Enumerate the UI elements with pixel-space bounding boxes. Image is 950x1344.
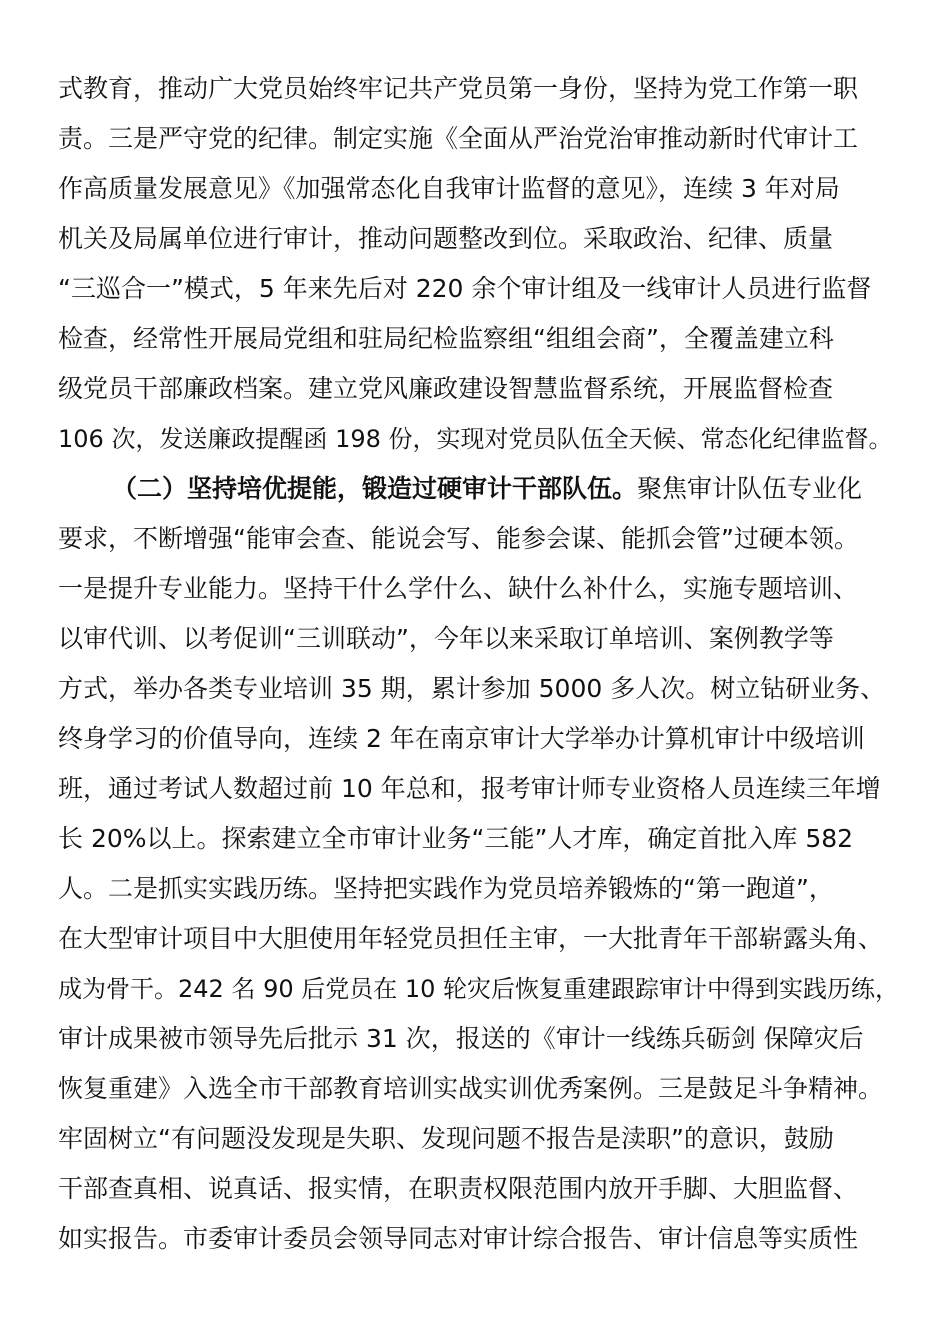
paragraph-line: 以审代训、以考促训“三训联动”，今年以来采取订单培训、案例教学等: [58, 624, 834, 653]
paragraph-line: 长 20%以上。探索建立全市审计业务“三能”人才库，确定首批入库 582: [58, 824, 854, 853]
paragraph-line: 式教育，推动广大党员始终牢记共产党员第一身份，坚持为党工作第一职: [58, 74, 859, 103]
paragraph-line: 一是提升专业能力。坚持干什么学什么、缺什么补什么，实施专题培训、: [58, 574, 859, 603]
paragraph-line: 干部查真相、说真话、报实情，在职责权限范围内放开手脚、大胆监督、: [58, 1174, 859, 1203]
paragraph-line: 方式，举办各类专业培训 35 期，累计参加 5000 多人次。树立钻研业务、: [58, 674, 886, 703]
paragraph-line: “三巡合一”模式，5 年来先后对 220 余个审计组及一线审计人员进行监督: [58, 274, 872, 303]
section-heading-line: [112, 472, 862, 506]
paragraph-line: 106 次，发送廉政提醒函 198 份，实现对党员队伍全天候、常态化纪律监督。: [58, 425, 893, 453]
paragraph-line: 人。二是抓实实践历练。坚持把实践作为党员培养锻炼的“第一跑道”，: [58, 874, 834, 903]
paragraph-line: 成为骨干。242 名 90 后党员在 10 轮灾后恢复重建跟踪审计中得到实践历练，: [58, 975, 900, 1003]
paragraph-line: 级党员干部廉政档案。建立党风廉政建设智慧监督系统，开展监督检查: [58, 374, 834, 403]
paragraph-line: 牢固树立“有问题没发现是失职、发现问题不报告是渎职”的意识，鼓励: [58, 1124, 834, 1153]
paragraph-line: 检查，经常性开展局党组和驻局纪检监察组“组组会商”，全覆盖建立科: [58, 324, 834, 353]
paragraph-line: 在大型审计项目中大胆使用年轻党员担任主审，一大批青年干部崭露头角、: [58, 924, 884, 953]
section-heading: （二）坚持培优提能，锻造过硬审计干部队伍。: [112, 474, 638, 503]
paragraph-line: 如实报告。市委审计委员会领导同志对审计综合报告、审计信息等实质性: [58, 1224, 859, 1253]
paragraph-line: 班，通过考试人数超过前 10 年总和，报考审计师专业资格人员连续三年增: [58, 774, 881, 803]
paragraph-line: 责。三是严守党的纪律。制定实施《全面从严治党治审推动新时代审计工: [58, 124, 859, 153]
paragraph-line: 恢复重建》入选全市干部教育培训实战实训优秀案例。三是鼓足斗争精神。: [58, 1074, 884, 1103]
paragraph-line: 机关及局属单位进行审计，推动问题整改到位。采取政治、纪律、质量: [58, 224, 834, 253]
paragraph-line: 终身学习的价值导向，连续 2 年在南京审计大学举办计算机审计中级培训: [58, 724, 865, 753]
paragraph-line: 审计成果被市领导先后批示 31 次，报送的《审计一线练兵砺剑 保障灾后: [58, 1024, 864, 1053]
paragraph-line: 要求，不断增强“能审会查、能说会写、能参会谋、能抓会管”过硬本领。: [58, 524, 859, 553]
section-heading-rest: 聚焦审计队伍专业化: [637, 474, 863, 503]
paragraph-line: 作高质量发展意见》《加强常态化自我审计监督的意见》，连续 3 年对局: [58, 174, 840, 203]
